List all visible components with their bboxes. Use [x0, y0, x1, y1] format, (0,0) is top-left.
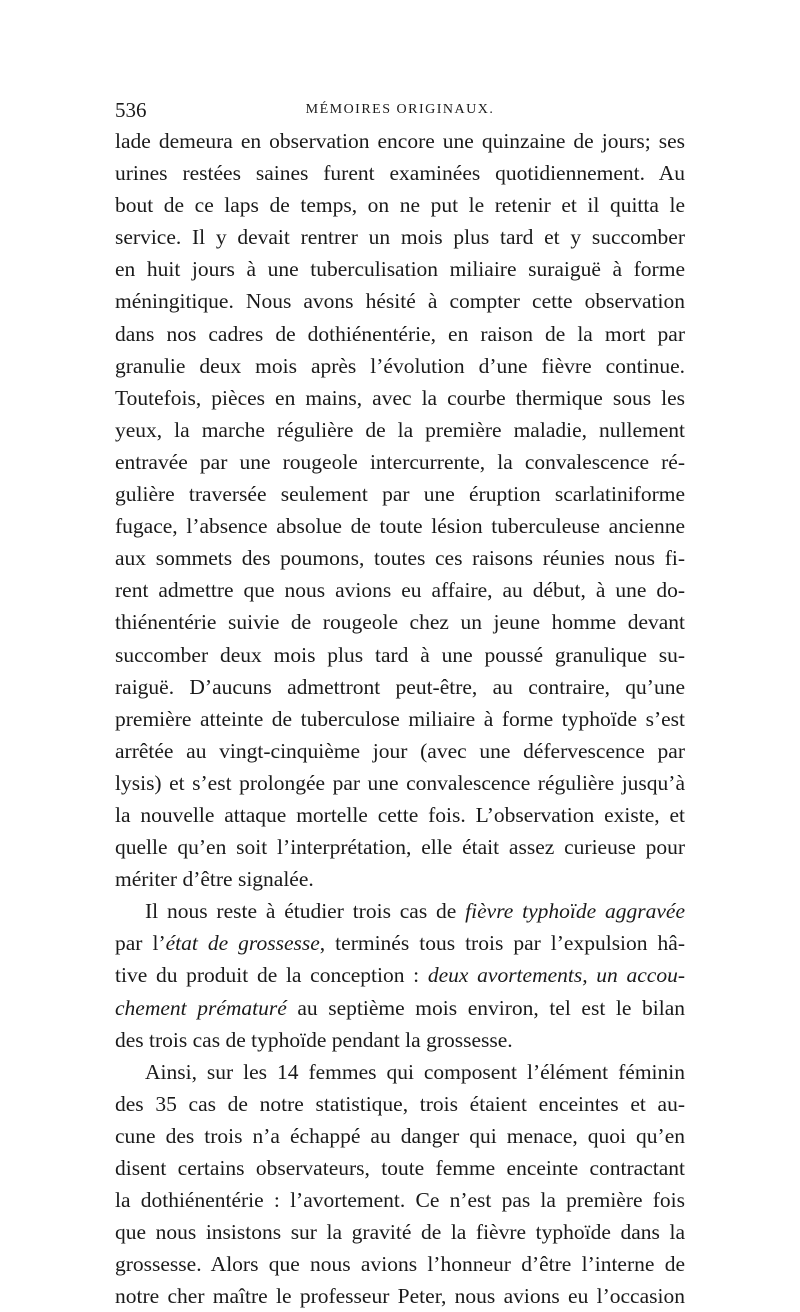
text-line: granulie deux mois après l’évolution d’une fièvre continue.: [115, 353, 685, 378]
text-line: Toutefois, pièces en mains, avec la courbe thermique sous les: [115, 385, 685, 410]
text-line: bout de ce laps de temps, on ne put le retenir et il quitta le: [115, 193, 685, 218]
text-line: la nouvelle attaque mortelle cette fois. L’observation existe, et: [115, 802, 685, 827]
text-line: des trois cas de typhoïde pendant la grossesse.: [115, 1027, 513, 1052]
text-line: service. Il y devait rentrer un mois plus tard et y succomber: [115, 225, 685, 250]
text-segment: au septième mois environ, tel est le bilan: [286, 995, 685, 1020]
text-line: aux sommets des poumons, toutes ces raisons réunies nous fi-: [115, 546, 685, 571]
text-segment: , terminés tous trois par l’expulsion hâ-: [319, 931, 685, 956]
text-line: notre cher maître le professeur Peter, nous avions eu l’occasion: [115, 1284, 685, 1309]
text-line: des 35 cas de notre statistique, trois étaient enceintes et au-: [115, 1091, 685, 1116]
running-title: MÉMOIRES ORIGINAUX.: [305, 102, 495, 117]
text-line: en huit jours à une tuberculisation miliaire suraiguë à forme: [115, 257, 685, 282]
page-header: [115, 98, 685, 124]
italic-segment: état de grossesse: [165, 931, 320, 956]
text-line: la dothiénentérie : l’avortement. Ce n’est pas la première fois: [115, 1188, 685, 1213]
page-number: 536: [115, 98, 147, 122]
text-line: [115, 895, 685, 927]
text-line: arrêtée au vingt-cinquième jour (avec une défervescence par: [115, 738, 685, 763]
text-line: yeux, la marche régulière de la première maladie, nullement: [115, 417, 685, 442]
text-line: disent certains observateurs, toute femme enceinte contractant: [115, 1156, 685, 1180]
text-line: raiguë. D’aucuns admettront peut-être, au contraire, qu’une: [115, 674, 685, 699]
text-line: Ainsi, sur les 14 femmes qui composent l’élément féminin: [145, 1059, 685, 1084]
body-text: [115, 125, 685, 1312]
text-segment: Il nous reste à étudier trois cas de: [145, 899, 466, 924]
italic-segment: chement prématuré: [115, 995, 287, 1020]
text-line: lade demeura en observation encore une quinzaine de jours; ses: [115, 129, 685, 153]
text-line: fugace, l’absence absolue de toute lésion tuberculeuse ancienne: [115, 514, 685, 539]
text-segment: tive du produit de la conception :: [115, 963, 428, 988]
text-line: entravée par une rougeole intercurrente, la convalescence ré-: [115, 449, 685, 474]
italic-segment: fièvre typhoïde aggravée: [465, 899, 685, 924]
text-line: dans nos cadres de dothiénentérie, en raison de la mort par: [115, 321, 685, 346]
text-line: [115, 992, 685, 1024]
text-line: quelle qu’en soit l’interprétation, elle était assez curieuse pour: [115, 835, 685, 860]
text-line: succomber deux mois plus tard à une poussé granulique su-: [115, 642, 685, 667]
text-line: première atteinte de tuberculose miliaire à forme typhoïde s’est: [115, 706, 685, 731]
text-line: que nous insistons sur la gravité de la fièvre typhoïde dans la: [115, 1220, 685, 1245]
text-line: [115, 927, 685, 959]
text-line: cune des trois n’a échappé au danger qui menace, quoi qu’en: [115, 1123, 685, 1148]
text-line: rent admettre que nous avions eu affaire, au début, à une do-: [115, 578, 685, 603]
text-line: urines restées saines furent examinées quotidiennement. Au: [115, 161, 685, 186]
text-segment: par l’: [115, 931, 166, 956]
text-line: grossesse. Alors que nous avions l’honneur d’être l’interne de: [115, 1252, 685, 1277]
text-line: méningitique. Nous avons hésité à compter cette observation: [115, 289, 685, 314]
text-line: lysis) et s’est prolongée par une convalescence régulière jusqu’à: [115, 770, 685, 795]
text-line: thiénentérie suivie de rougeole chez un jeune homme devant: [115, 610, 685, 635]
text-line: mériter d’être signalée.: [115, 867, 314, 892]
text-line: gulière traversée seulement par une éruption scarlatiniforme: [115, 482, 685, 507]
italic-segment: deux avortements, un accou-: [427, 963, 686, 988]
text-line: [115, 959, 685, 991]
